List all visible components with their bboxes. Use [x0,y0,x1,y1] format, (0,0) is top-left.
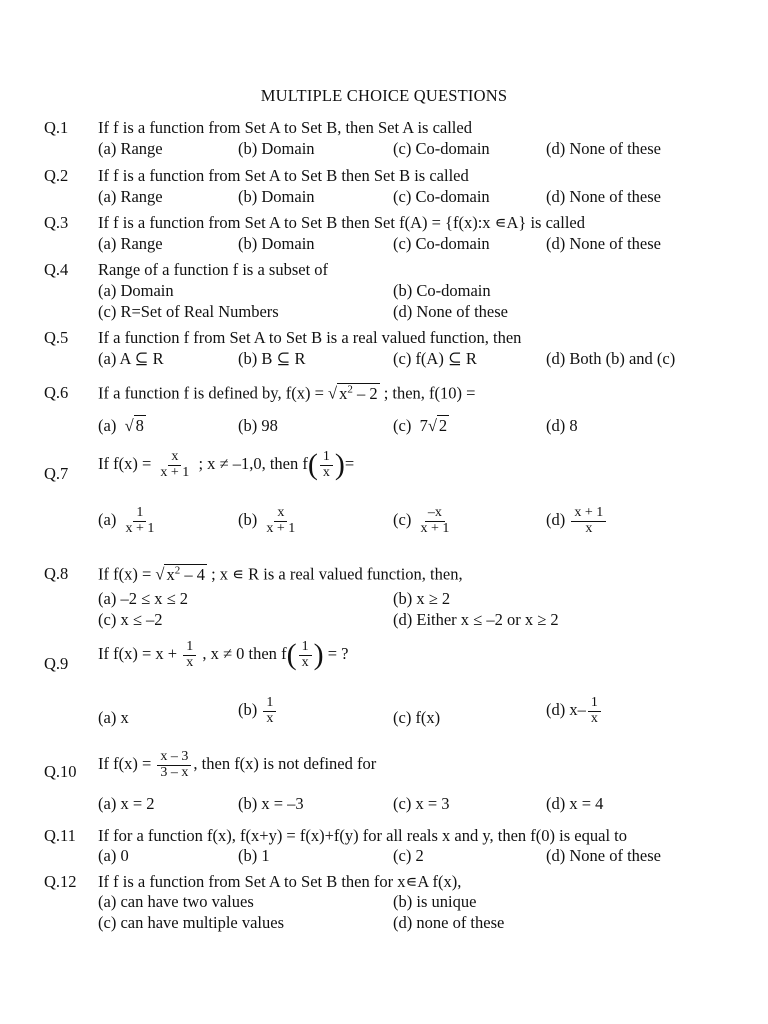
question-text: If for a function f(x), f(x+y) = f(x)+f(y) for all reals x and y, then f(0) is equal to [98,826,627,845]
option-c: (c) Co-domain [393,187,490,206]
option-a: (a) 0 [98,846,129,865]
option-d: (d) None of these [546,846,662,865]
option-b: (b) 1 [238,846,270,865]
option-a: (a) $\frac{1}{x + 1}$ [98,505,155,536]
question-text: If a function f from Set A to Set B is a real valued function, then [98,328,522,347]
option-c: (c) $\frac{-x}{x + 1}$ [393,505,450,536]
option-a: (a) Range [98,187,163,206]
option-c: (c) 2 [393,846,424,865]
radicand: x [339,383,348,403]
question-number: Q.5 [44,328,69,347]
question-text: If f is a function from Set A to Set B then for x∊A f(x), [98,872,462,891]
option-c: (c) Co-domain [393,234,490,253]
question-number: Q.6 [44,383,69,402]
option-c: (c) x ≤ –2 [98,610,163,629]
question-text [98,383,475,404]
exponent: 2 [347,383,353,395]
option-b: (b) is unique [393,892,477,911]
question-number: Q.1 [44,118,69,137]
option-c: (c) f(A) ⊆ R [393,349,477,368]
question-number: Q.9 [44,654,69,673]
question-number: Q.7 [44,464,69,483]
option-a: (a) can have two values [98,892,254,911]
option-c: (c) x = 3 [393,794,450,813]
option-a: (a) x = 2 [98,794,155,813]
fraction: $\frac{1}{x}$ [320,450,333,480]
question-text-post: ; then, f(10) = [383,383,476,403]
question-text: If f is a function from Set A to Set B then Set f(A) = {f(x):x ∊A} is called [98,213,585,232]
option-d: (d) None of these [546,139,662,158]
question-number: Q.4 [44,260,69,279]
option-b: (b) Domain [238,187,315,206]
option-d: (d) 8 [546,416,578,435]
option-c: (c) can have multiple values [98,913,285,932]
fraction: $\frac{x - 3}{3 - x}$ [157,750,191,780]
option-c: (c) R=Set of Real Numbers [98,302,279,321]
option-d: (d) None of these [393,302,509,321]
square-root: √ $x^2 - 4$ [155,564,205,584]
option-b: (b) B ⊆ R [238,349,306,368]
option-c: (c) f(x) [393,708,441,727]
option-c: (c) Co-domain [393,139,490,158]
fraction: $\frac{1}{x}$ [299,640,312,670]
option-d: (d) None of these [546,187,662,206]
option-b: (b) Domain [238,234,315,253]
question-number: Q.12 [44,872,77,891]
question-text: If f is a function from Set A to Set B then Set B is called [98,166,469,185]
option-a: (a) x [98,708,129,727]
option-a: (a) A ⊆ R [98,349,164,368]
option-c: (c) 7√ 2 [393,416,448,435]
question-number: Q.8 [44,564,69,583]
option-b: (b) $\frac{1}{x}$ [238,696,278,726]
option-b: (b) x ≥ 2 [393,589,451,608]
option-b: (b) Co-domain [393,281,491,300]
option-d: (d) $\frac{x + 1}{x}$ [546,506,608,536]
option-a: (a) Range [98,234,163,253]
option-d: (d) Either x ≤ –2 or x ≥ 2 [393,610,559,629]
question-text-pre: If a function f is defined by, f(x) = [98,383,324,403]
question-number: Q.11 [44,826,76,845]
question-text: If f(x) = $\frac{x - 3}{3 - x}$ , then f(x) is not defined for [98,749,377,780]
option-a: (a) √ 8 [98,416,144,435]
question-text: Range of a function f is a subset of [98,260,329,279]
option-b: (b) 98 [238,416,278,435]
fraction: $\frac{x}{x + 1}$ [160,449,190,480]
option-a: (a) Domain [98,281,174,300]
option-a: (a) Range [98,139,163,158]
option-d: (d) x = 4 [546,794,604,813]
option-d: (d) Both (b) and (c) [546,349,676,368]
option-b: (b) x = –3 [238,794,304,813]
option-d: (d) none of these [393,913,505,932]
question-number: Q.10 [44,762,77,781]
option-d: (d) None of these [546,234,662,253]
page-title: MULTIPLE CHOICE QUESTIONS [260,86,508,105]
option-d: (d) x– $\frac{1}{x}$ [546,696,603,726]
question-number: Q.3 [44,213,69,232]
option-b: (b) Domain [238,139,315,158]
question-text: If f(x) = √ $x^2 - 4$ ; x ∊ R is a real valued function, then, [98,564,463,584]
question-text: If f(x) = $\frac{x}{x + 1}$ ; x ≠ –1,0, then f( $\frac{1}{x}$ )= [98,448,355,482]
radicand-post: – 2 [352,383,378,403]
question-text: If f(x) = x + $\frac{1}{x}$ , x ≠ 0 then f( $\frac{1}{x}$ ) = ? [98,638,349,672]
fraction: $\frac{1}{x}$ [183,640,196,670]
option-b: (b) $\frac{x}{x + 1}$ [238,505,296,536]
question-number: Q.2 [44,166,69,185]
square-root: √ $x^2 - 2$ [328,383,378,403]
question-text: If f is a function from Set A to Set B, then Set A is called [98,118,472,137]
option-a: (a) –2 ≤ x ≤ 2 [98,589,189,608]
